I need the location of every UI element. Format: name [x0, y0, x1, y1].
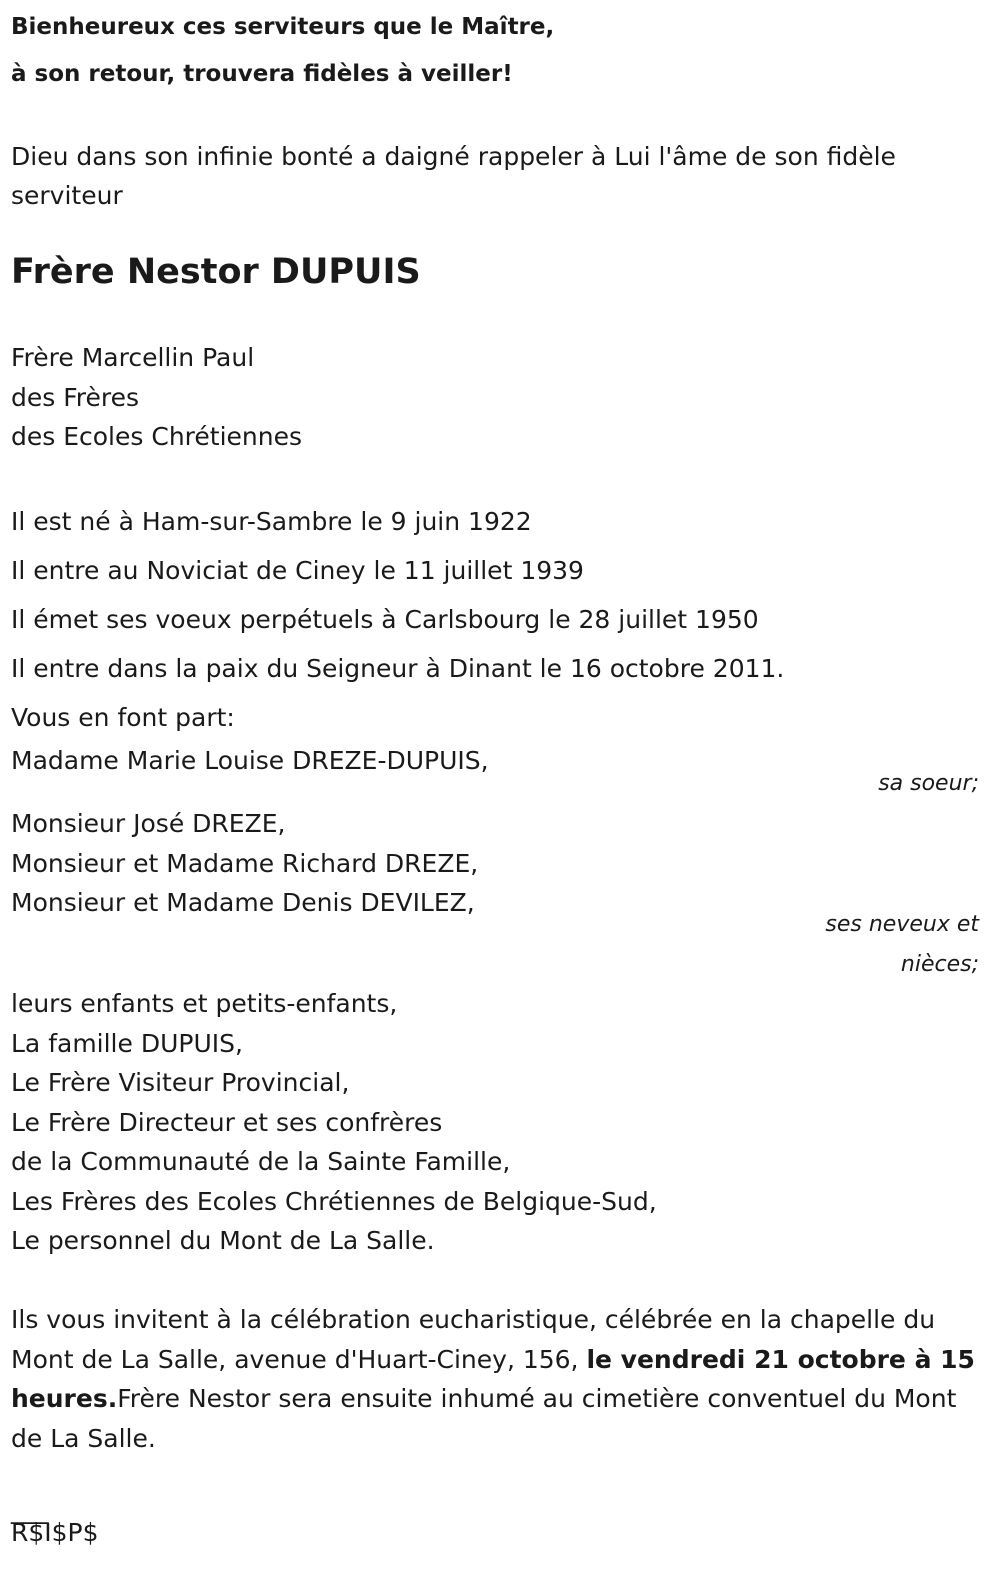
- mourner-line: La famille DUPUIS,: [11, 1028, 243, 1058]
- announce-label: Vous en font part:: [11, 703, 235, 732]
- mourner-line: leurs enfants et petits-enfants,: [11, 989, 398, 1018]
- fact-birth: Il est né à Ham-sur-Sambre le 9 juin 1922: [11, 507, 532, 536]
- mourner-line: Le Frère Directeur et ses confrères: [11, 1107, 443, 1137]
- fact-vows: Il émet ses voeux perpétuels à Carlsbourg le 28 juillet 1950: [11, 605, 759, 634]
- nephew-name: Monsieur et Madame Richard DREZE,: [11, 848, 479, 878]
- invitation-part-2: Frère Nestor sera ensuite inhumé au cimetière conventuel du Mont de La Salle.: [11, 1384, 957, 1453]
- nephews-relation-line-1: ses neveux et: [825, 912, 979, 937]
- fact-novitiate: Il entre au Noviciat de Ciney le 11 juillet 1939: [11, 556, 584, 585]
- other-mourners: [11, 984, 657, 1261]
- invitation-text: [11, 1300, 976, 1458]
- sister-relation: sa soeur;: [878, 771, 979, 796]
- mourner-line: de la Communauté de la Sainte Famille,: [11, 1147, 511, 1176]
- invitation-date: le vendredi 21 octobre à 15 heures.: [11, 1344, 975, 1413]
- mourner-line: Le Frère Visiteur Provincial,: [11, 1068, 350, 1097]
- invitation-part-1: Ils vous invitent à la célébration eucharistique, célébrée en la chapelle du Mont de La Salle, avenue d'Huart-Ciney, 156,: [11, 1305, 936, 1374]
- nephew-name: Monsieur José DREZE,: [11, 809, 286, 838]
- nephews-relation-line-2: nièces;: [900, 952, 979, 977]
- fact-death: Il entre dans la paix du Seigneur à Dinant le 16 octobre 2011.: [11, 654, 785, 683]
- life-facts: [11, 497, 784, 742]
- epigraph-line-2: à son retour, trouvera fidèles à veiller!: [11, 61, 513, 87]
- nephews-block: [11, 804, 478, 923]
- epigraph-line-1: Bienheureux ces serviteurs que le Maître,: [11, 14, 555, 40]
- mourner-line: Le personnel du Mont de La Salle.: [11, 1226, 435, 1255]
- religious-name-block: [11, 338, 302, 457]
- congregation-line: des Frères: [11, 382, 140, 412]
- sister-name: Madame Marie Louise DREZE-DUPUIS,: [11, 746, 489, 775]
- separator: ___: [11, 1495, 49, 1524]
- congregation-line: des Ecoles Chrétiennes: [11, 422, 302, 451]
- intro-text: Dieu dans son infinie bonté a daigné rappeler à Lui l'âme de son fidèle serviteur: [11, 142, 896, 210]
- nephew-name: Monsieur et Madame Denis DEVILEZ,: [11, 888, 475, 917]
- rip-text: R$I$P$: [11, 1518, 99, 1547]
- nephews-relation: [719, 905, 979, 985]
- deceased-name: Frère Nestor DUPUIS: [11, 252, 421, 292]
- religious-name-line: Frère Marcellin Paul: [11, 343, 255, 372]
- mourner-line: Les Frères des Ecoles Chrétiennes de Belgique-Sud,: [11, 1186, 657, 1216]
